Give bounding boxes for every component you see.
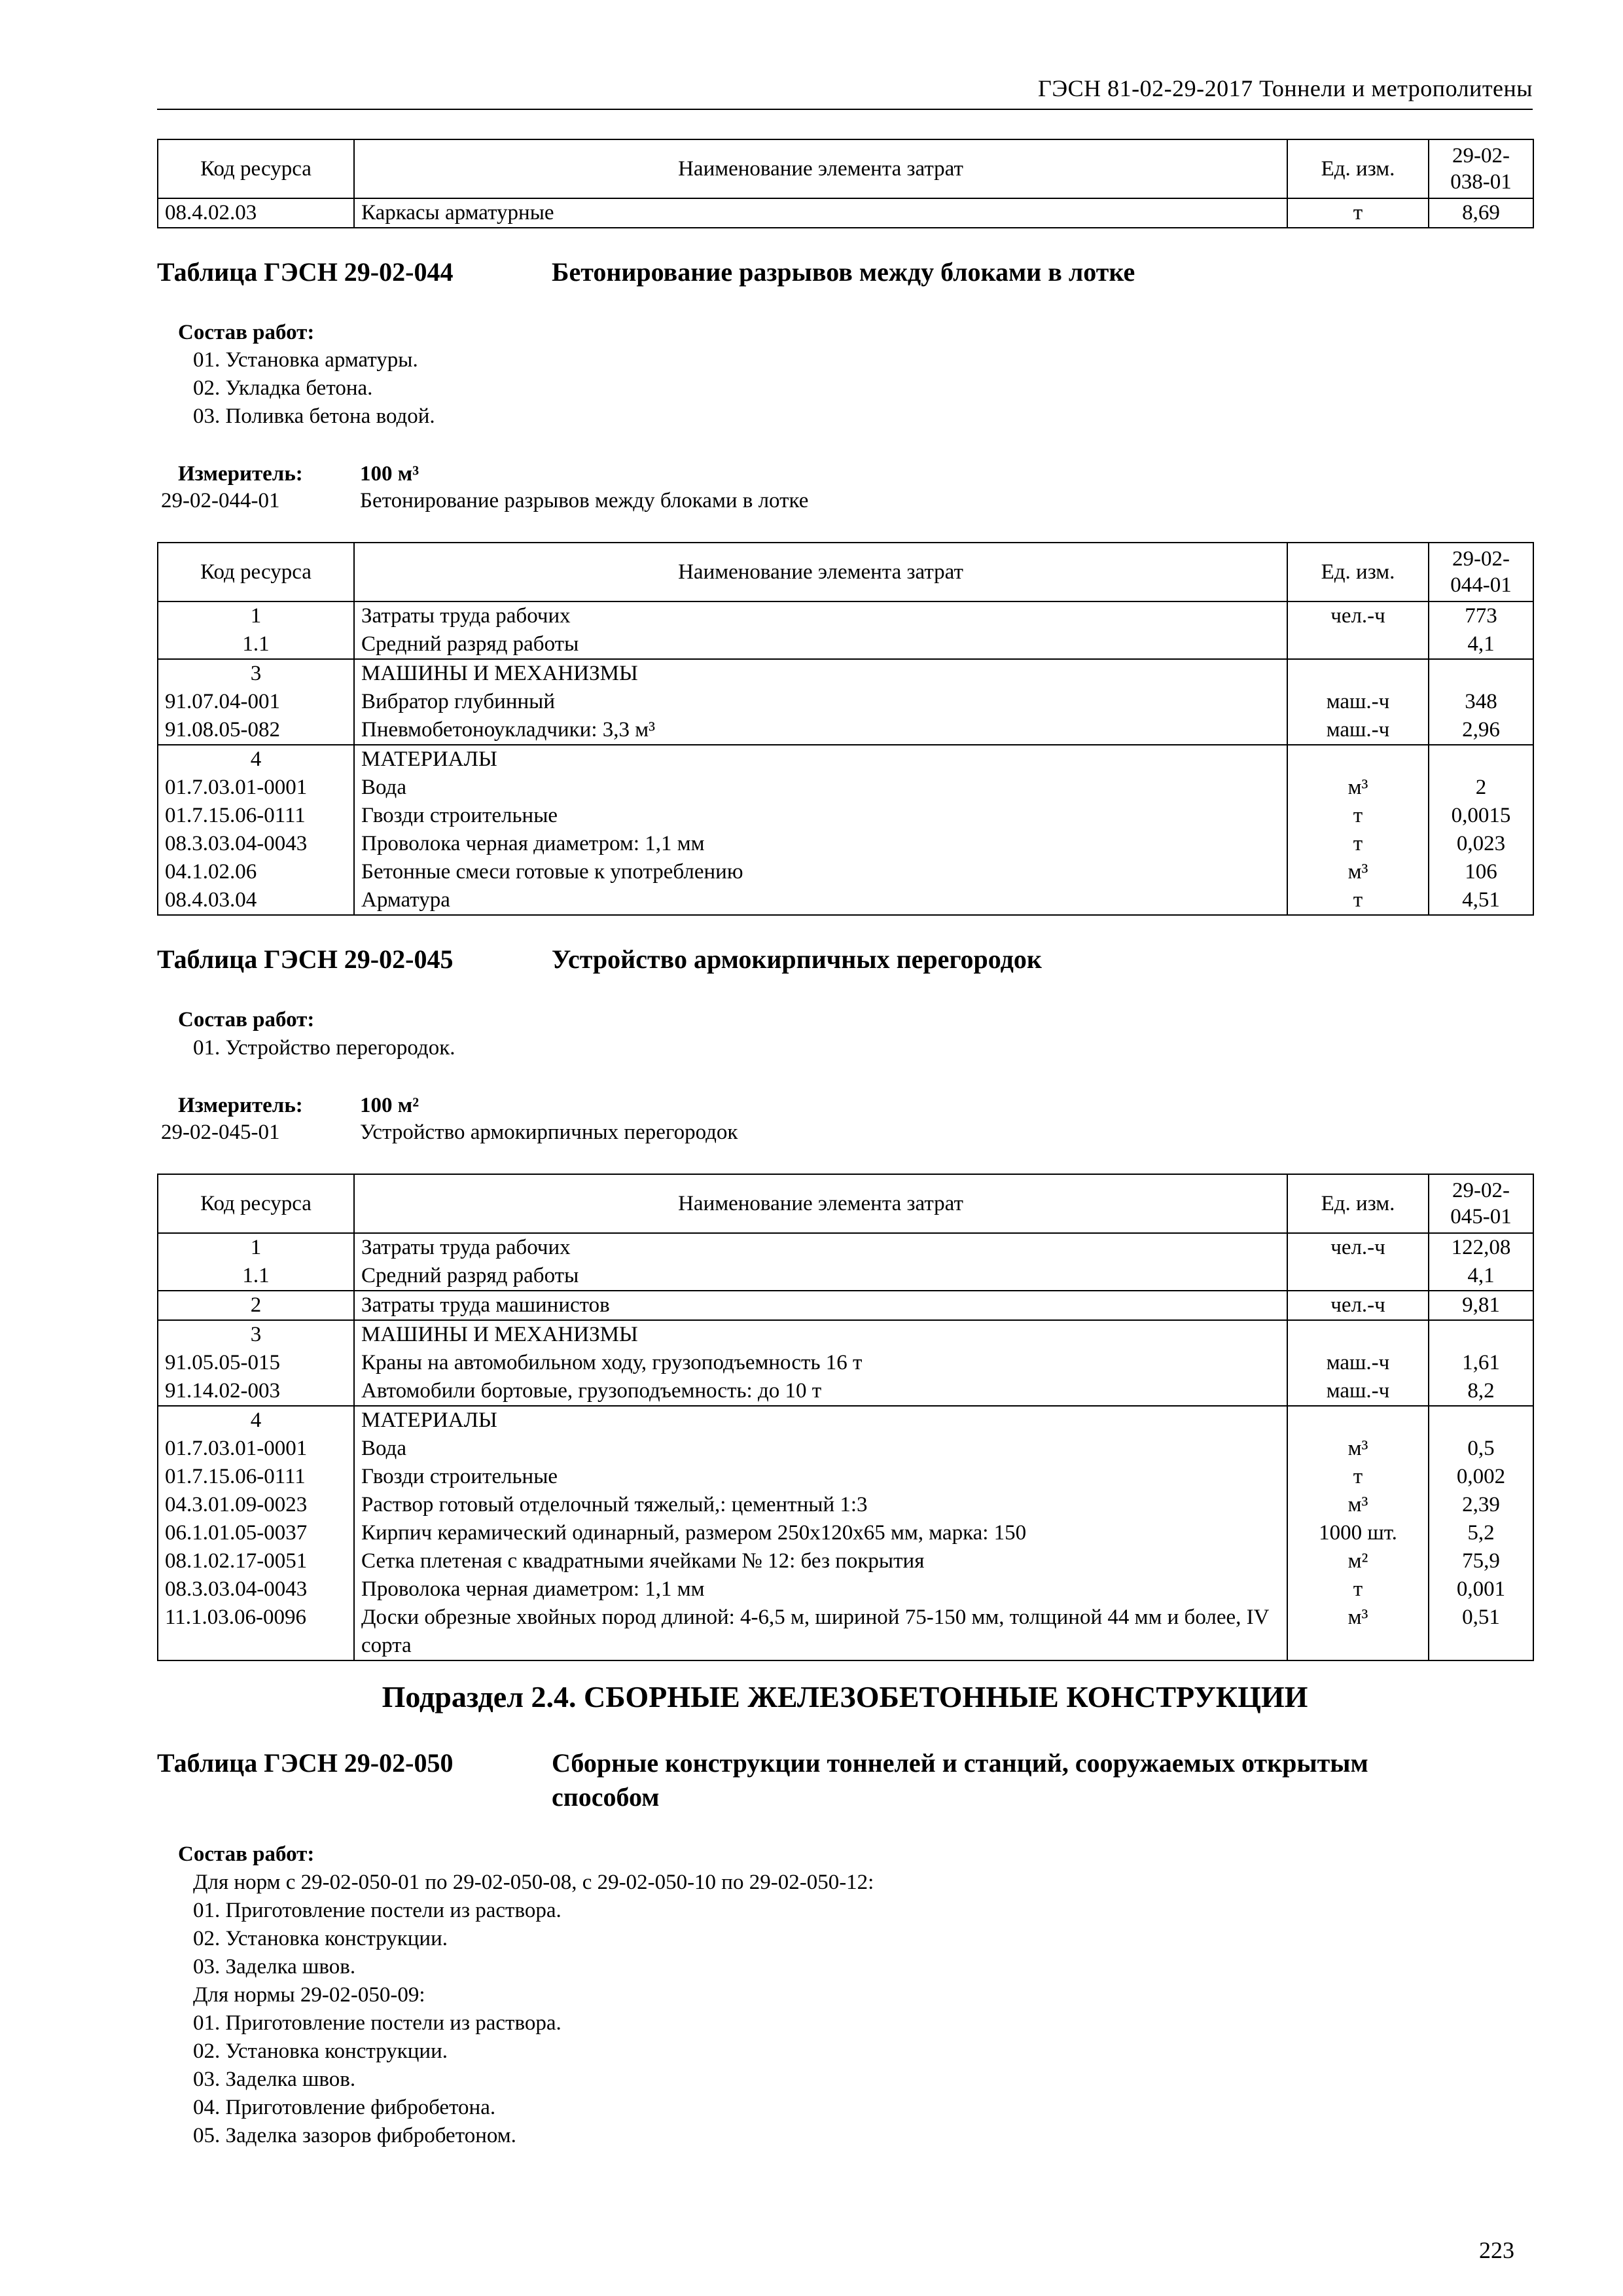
resource-name: Вода — [354, 1435, 1287, 1463]
table-row — [158, 659, 1533, 688]
resource-value: 0,5 — [1429, 1435, 1533, 1463]
resource-unit: т — [1287, 198, 1429, 228]
resource-unit — [1287, 1406, 1429, 1435]
resource-name: Вибратор глубинный — [354, 688, 1287, 716]
resource-code: 91.08.05-082 — [158, 716, 354, 745]
resource-code: 3 — [158, 1320, 354, 1349]
page-number: 223 — [1479, 2237, 1514, 2263]
table-row — [158, 716, 1533, 745]
resource-unit: м³ — [1287, 1604, 1429, 1660]
resource-name: Краны на автомобильном ходу, грузоподъемность 16 т — [354, 1349, 1287, 1377]
meter-value: 100 м³ — [360, 462, 419, 486]
resource-value: 4,51 — [1429, 886, 1533, 915]
resource-code: 1.1 — [158, 1262, 354, 1291]
resource-table-045 — [157, 1174, 1534, 1661]
norm-code-line1: 29-02- — [1452, 1179, 1510, 1202]
resource-name: Арматура — [354, 886, 1287, 915]
resource-unit — [1287, 659, 1429, 688]
col-header-name: Наименование элемента затрат — [354, 139, 1287, 198]
col-header-norm — [1429, 543, 1533, 601]
work-label: Состав работ: — [178, 321, 315, 344]
work-item: 05. Заделка зазоров фибробетоном. — [193, 2124, 516, 2147]
resource-code: 91.05.05-015 — [158, 1349, 354, 1377]
resource-value: 4,1 — [1429, 1262, 1533, 1291]
work-label: Состав работ: — [178, 1842, 315, 1866]
table-row — [158, 830, 1533, 858]
subsection-title: Подраздел 2.4. СБОРНЫЕ ЖЕЛЕЗОБЕТОННЫЕ КОНСТРУКЦИИ — [382, 1680, 1308, 1713]
resource-name: Раствор готовый отделочный тяжелый,: цементный 1:3 — [354, 1491, 1287, 1519]
resource-code: 4 — [158, 1406, 354, 1435]
norm-name: Бетонирование разрывов между блоками в лотке — [360, 489, 809, 512]
resource-unit — [1287, 1320, 1429, 1349]
table-row — [158, 1463, 1533, 1491]
resource-value: 5,2 — [1429, 1519, 1533, 1547]
resource-unit: м³ — [1287, 774, 1429, 802]
col-header-code: Код ресурса — [158, 139, 354, 198]
resource-name: Вода — [354, 774, 1287, 802]
meter-label: Измеритель: — [178, 462, 303, 486]
resource-value: 2,39 — [1429, 1491, 1533, 1519]
resource-unit: маш.-ч — [1287, 688, 1429, 716]
resource-code: 01.7.03.01-0001 — [158, 1435, 354, 1463]
work-item: 01. Установка арматуры. — [193, 348, 418, 372]
resource-unit: т — [1287, 886, 1429, 915]
table-row — [158, 858, 1533, 886]
work-label: Состав работ: — [178, 1008, 315, 1031]
resource-code: 01.7.15.06-0111 — [158, 1463, 354, 1491]
norm-code-line1: 29-02- — [1452, 144, 1510, 168]
resource-code: 3 — [158, 659, 354, 688]
norm-code: 29-02-045-01 — [161, 1121, 280, 1144]
work-item: 04. Приготовление фибробетона. — [193, 2096, 496, 2119]
table-number: Таблица ГЭСН 29-02-045 — [157, 944, 454, 974]
work-item: Для нормы 29-02-050-09: — [193, 1983, 425, 2007]
resource-unit: т — [1287, 830, 1429, 858]
resource-value: 75,9 — [1429, 1547, 1533, 1575]
work-item: 01. Устройство перегородок. — [193, 1036, 455, 1060]
resource-value: 106 — [1429, 858, 1533, 886]
resource-value: 4,1 — [1429, 630, 1533, 659]
resource-name: Доски обрезные хвойных пород длиной: 4-6,5 м, шириной 75-150 мм, толщиной 44 мм и более, IV сорта — [354, 1604, 1287, 1660]
table-title: Бетонирование разрывов между блоками в лотке — [552, 257, 1135, 287]
table-title-line2: способом — [552, 1782, 660, 1812]
resource-code: 01.7.03.01-0001 — [158, 774, 354, 802]
col-header-unit: Ед. изм. — [1287, 139, 1429, 198]
resource-unit — [1287, 1262, 1429, 1291]
section-name: МАШИНЫ И МЕХАНИЗМЫ — [354, 659, 1287, 688]
work-item: 03. Заделка швов. — [193, 2068, 356, 2091]
resource-value: 2,96 — [1429, 716, 1533, 745]
col-header-code: Код ресурса — [158, 543, 354, 601]
resource-unit: маш.-ч — [1287, 1377, 1429, 1406]
resource-code: 1.1 — [158, 630, 354, 659]
resource-value: 0,001 — [1429, 1575, 1533, 1604]
resource-code: 91.14.02-003 — [158, 1377, 354, 1406]
work-item: Для норм с 29-02-050-01 по 29-02-050-08, с 29-02-050-10 по 29-02-050-12: — [193, 1871, 874, 1894]
table-title-line1: Сборные конструкции тоннелей и станций, сооружаемых открытым — [552, 1748, 1368, 1778]
table-title: Устройство армокирпичных перегородок — [552, 944, 1042, 974]
table-heading-050 — [157, 1746, 1533, 1818]
resource-code: 08.1.02.17-0051 — [158, 1547, 354, 1575]
norm-name: Устройство армокирпичных перегородок — [360, 1121, 738, 1144]
work-item: 01. Приготовление постели из раствора. — [193, 1899, 562, 1922]
resource-name: Средний разряд работы — [354, 630, 1287, 659]
resource-code: 11.1.03.06-0096 — [158, 1604, 354, 1660]
section-name: МАТЕРИАЛЫ — [354, 1406, 1287, 1435]
resource-value: 122,08 — [1429, 1233, 1533, 1262]
resource-value: 348 — [1429, 688, 1533, 716]
resource-value: 773 — [1429, 601, 1533, 630]
table-number: Таблица ГЭСН 29-02-044 — [157, 257, 454, 287]
resource-code: 08.4.02.03 — [158, 198, 354, 228]
resource-name: Пневмобетоноукладчики: 3,3 м³ — [354, 716, 1287, 745]
resource-value — [1429, 745, 1533, 774]
resource-unit: 1000 шт. — [1287, 1519, 1429, 1547]
resource-unit: т — [1287, 1463, 1429, 1491]
col-header-code: Код ресурса — [158, 1174, 354, 1233]
table-row — [158, 774, 1533, 802]
table-row — [158, 1575, 1533, 1604]
table-row — [158, 1519, 1533, 1547]
table-row — [158, 886, 1533, 915]
meter-value: 100 м² — [360, 1094, 419, 1117]
resource-name: Гвозди строительные — [354, 802, 1287, 830]
resource-name: Средний разряд работы — [354, 1262, 1287, 1291]
resource-unit: м³ — [1287, 858, 1429, 886]
table-number: Таблица ГЭСН 29-02-050 — [157, 1748, 454, 1778]
resource-name: Каркасы арматурные — [354, 198, 1287, 228]
work-item: 01. Приготовление постели из раствора. — [193, 2011, 562, 2035]
table-row — [158, 601, 1533, 630]
norm-code-line2: 038-01 — [1450, 170, 1512, 194]
resource-unit: чел.-ч — [1287, 601, 1429, 630]
resource-table-044 — [157, 542, 1534, 916]
table-row — [158, 1547, 1533, 1575]
col-header-norm — [1429, 139, 1533, 198]
table-row — [158, 1406, 1533, 1435]
table-row — [158, 1233, 1533, 1262]
table-row — [158, 1377, 1533, 1406]
resource-name: Проволока черная диаметром: 1,1 мм — [354, 830, 1287, 858]
resource-name: Затраты труда рабочих — [354, 601, 1287, 630]
table-row — [158, 1349, 1533, 1377]
resource-unit: т — [1287, 1575, 1429, 1604]
resource-name: Кирпич керамический одинарный, размером 250х120х65 мм, марка: 150 — [354, 1519, 1287, 1547]
col-header-name: Наименование элемента затрат — [354, 1174, 1287, 1233]
resource-value: 0,51 — [1429, 1604, 1533, 1660]
table-title — [552, 1746, 1533, 1814]
resource-unit: маш.-ч — [1287, 716, 1429, 745]
resource-code: 04.1.02.06 — [158, 858, 354, 886]
work-item: 03. Поливка бетона водой. — [193, 404, 435, 428]
resource-name: Бетонные смеси готовые к употреблению — [354, 858, 1287, 886]
resource-unit — [1287, 745, 1429, 774]
table-row — [158, 630, 1533, 659]
resource-code: 01.7.15.06-0111 — [158, 802, 354, 830]
resource-unit: чел.-ч — [1287, 1233, 1429, 1262]
resource-value: 8,2 — [1429, 1377, 1533, 1406]
work-item: 02. Установка конструкции. — [193, 2039, 448, 2063]
resource-name: Проволока черная диаметром: 1,1 мм — [354, 1575, 1287, 1604]
resource-unit: м³ — [1287, 1435, 1429, 1463]
resource-code: 08.3.03.04-0043 — [158, 830, 354, 858]
resource-code: 04.3.01.09-0023 — [158, 1491, 354, 1519]
resource-unit: т — [1287, 802, 1429, 830]
resource-code: 08.3.03.04-0043 — [158, 1575, 354, 1604]
resource-value — [1429, 659, 1533, 688]
col-header-unit: Ед. изм. — [1287, 1174, 1429, 1233]
table-row — [158, 1291, 1533, 1320]
table-row — [158, 802, 1533, 830]
norm-code-line2: 044-01 — [1450, 573, 1512, 597]
header-rule — [157, 109, 1533, 110]
table-row — [158, 688, 1533, 716]
resource-unit: маш.-ч — [1287, 1349, 1429, 1377]
resource-table-038 — [157, 139, 1534, 228]
norm-code-line1: 29-02- — [1452, 547, 1510, 571]
resource-unit: чел.-ч — [1287, 1291, 1429, 1320]
resource-value: 0,0015 — [1429, 802, 1533, 830]
resource-code: 91.07.04-001 — [158, 688, 354, 716]
resource-value — [1429, 1320, 1533, 1349]
norm-code-line2: 045-01 — [1450, 1205, 1512, 1229]
work-item: 02. Укладка бетона. — [193, 376, 373, 400]
work-item: 03. Заделка швов. — [193, 1955, 356, 1979]
resource-value: 8,69 — [1429, 198, 1533, 228]
work-item: 02. Установка конструкции. — [193, 1927, 448, 1950]
resource-code: 08.4.03.04 — [158, 886, 354, 915]
resource-name: Сетка плетеная с квадратными ячейками № 12: без покрытия — [354, 1547, 1287, 1575]
resource-value: 0,002 — [1429, 1463, 1533, 1491]
section-name: МАШИНЫ И МЕХАНИЗМЫ — [354, 1320, 1287, 1349]
resource-name: Затраты труда машинистов — [354, 1291, 1287, 1320]
col-header-unit: Ед. изм. — [1287, 543, 1429, 601]
resource-value: 0,023 — [1429, 830, 1533, 858]
section-name: МАТЕРИАЛЫ — [354, 745, 1287, 774]
norm-code: 29-02-044-01 — [161, 489, 280, 512]
running-header: ГЭСН 81-02-29-2017 Тоннели и метрополитены — [1038, 75, 1533, 101]
col-header-name: Наименование элемента затрат — [354, 543, 1287, 601]
table-row — [158, 1491, 1533, 1519]
resource-unit — [1287, 630, 1429, 659]
resource-name: Гвозди строительные — [354, 1463, 1287, 1491]
table-row — [158, 1320, 1533, 1349]
meter-label: Измеритель: — [178, 1094, 303, 1117]
resource-value: 2 — [1429, 774, 1533, 802]
resource-value: 1,61 — [1429, 1349, 1533, 1377]
resource-name: Затраты труда рабочих — [354, 1233, 1287, 1262]
resource-code: 2 — [158, 1291, 354, 1320]
table-row — [158, 198, 1533, 228]
table-row — [158, 1435, 1533, 1463]
table-row — [158, 745, 1533, 774]
col-header-norm — [1429, 1174, 1533, 1233]
resource-code: 1 — [158, 601, 354, 630]
table-row — [158, 1262, 1533, 1291]
resource-code: 4 — [158, 745, 354, 774]
resource-value: 9,81 — [1429, 1291, 1533, 1320]
resource-unit: м² — [1287, 1547, 1429, 1575]
resource-code: 06.1.01.05-0037 — [158, 1519, 354, 1547]
resource-unit: м³ — [1287, 1491, 1429, 1519]
resource-value — [1429, 1406, 1533, 1435]
resource-name: Автомобили бортовые, грузоподъемность: до 10 т — [354, 1377, 1287, 1406]
table-row — [158, 1604, 1533, 1660]
resource-code: 1 — [158, 1233, 354, 1262]
